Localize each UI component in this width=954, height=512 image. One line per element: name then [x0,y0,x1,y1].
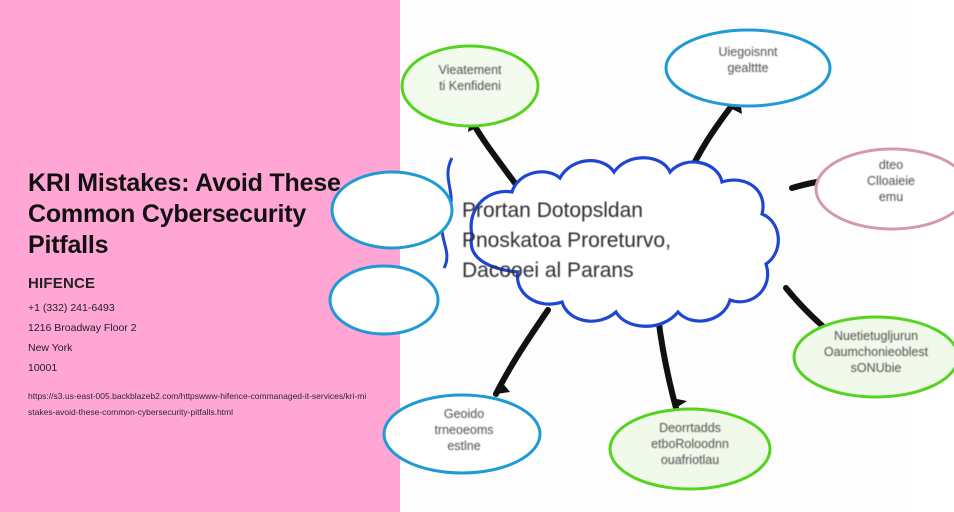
source-url: https://s3.us-east-005.backblazeb2.com/httpswww-hifence-commanaged-it-services/kri-mistakes-avoid-these-common-cybersecurity-pitfalls.html [28,391,367,417]
address-line-2: New York [28,342,73,354]
node-ellipse-left-lower[interactable] [330,266,438,334]
node-ellipse-top-left[interactable] [402,46,538,126]
page-title: KRI Mistakes: Avoid These Common Cybersecurity Pitfalls [28,169,341,259]
mindmap-panel [400,0,929,512]
address-line-1: 1216 Broadway Floor 2 [28,322,137,334]
node-label-bottom: Deorrtadds etboRoloodnn ouafriotlau [651,421,729,467]
zip-code: 10001 [28,362,58,374]
central-topic-label: Prortan Dotopsldan Pnoskatoa Proreturvo, Dacooei al Parans [462,199,671,282]
node-ellipse-bottom[interactable] [610,409,770,489]
left-panel-content [28,168,372,420]
node-label-right: dteo Clloaieie emu [867,158,915,204]
node-label-bottom-left: Geoido trneoeoms estlne [434,407,494,453]
node-label-top-left: Vieatement ti Kenfideni [438,63,502,93]
node-ellipse-right[interactable] [816,149,954,229]
mindmap-graphic [400,0,912,512]
left-info-panel [0,0,400,512]
node-ellipse-left[interactable] [332,172,452,248]
brand-name: HIFENCE [28,275,96,292]
central-cloud-shape [471,158,778,327]
node-ellipse-top-right[interactable] [666,30,830,106]
node-ellipse-bottom-left[interactable] [384,395,540,473]
node-ellipse-right-lower[interactable] [794,317,954,397]
node-label-top-right: Uiegoisnnt gealttte [718,45,778,75]
node-label-right-lower: Nuetietugljurun Oaumchonieoblest sONUbie [823,329,929,375]
phone-number: +1 (332) 241-6493 [28,302,115,314]
